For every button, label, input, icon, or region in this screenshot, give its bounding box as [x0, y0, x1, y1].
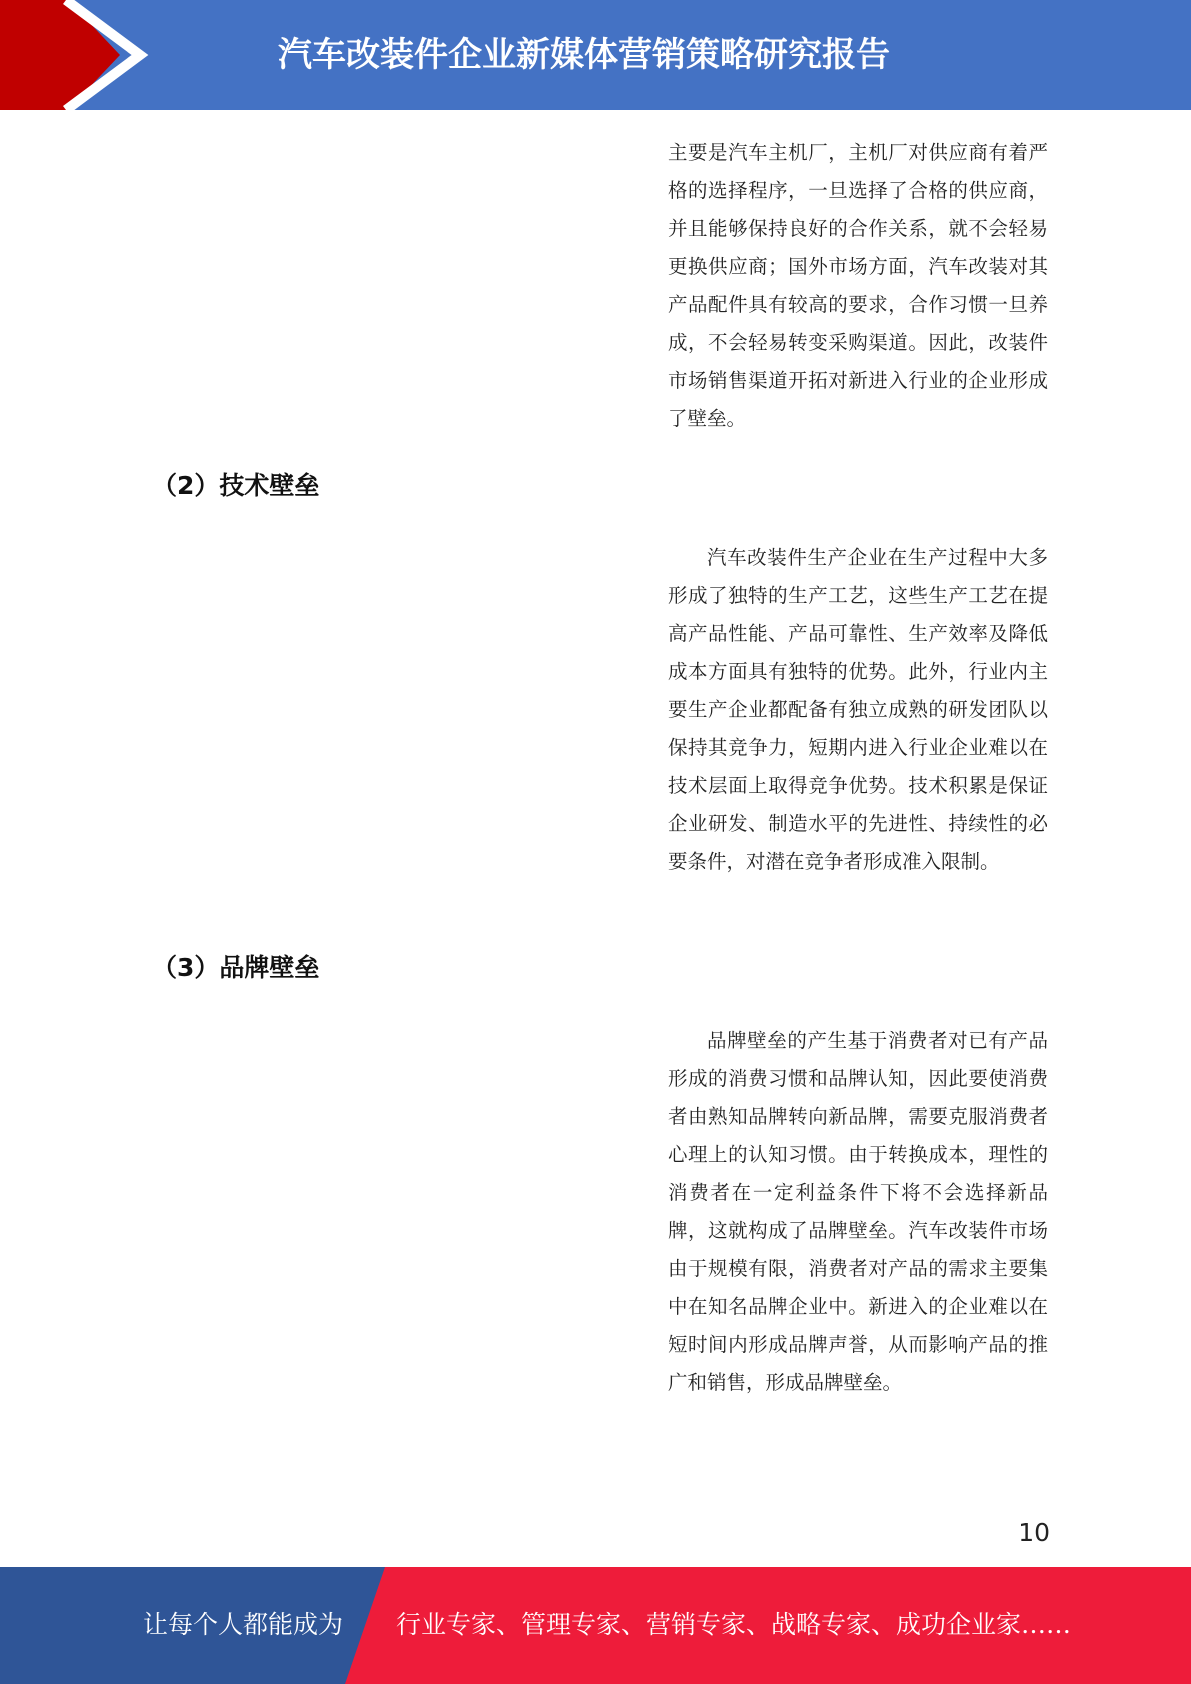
- footer-slogan-left: 让每个人都能成为: [143, 1610, 344, 1639]
- paragraph-channel-barrier: 主要是汽车主机厂，主机厂对供应商有着严格的选择程序，一旦选择了合格的供应商，并且能够保持良好的合作关系，就不会轻易更换供应商；国外市场方面，汽车改装对其产品配件具有较高的要求，合作习惯一旦养成，不会轻易转变采购渠道。因此，改装件市场销售渠道开拓对新进入行业的企业形成了壁垒。: [668, 141, 1048, 430]
- heading-brand-barrier: （3）品牌壁垒: [152, 953, 320, 982]
- page-number: 10: [1018, 1518, 1050, 1547]
- footer-slogan-right: 行业专家、管理专家、营销专家、战略专家、成功企业家……: [396, 1610, 1072, 1639]
- page-footer: [0, 1567, 1191, 1684]
- paragraph-brand-barrier: 品牌壁垒的产生基于消费者对已有产品形成的消费习惯和品牌认知，因此要使消费者由熟知品牌转向新品牌，需要克服消费者心理上的认知习惯。由于转换成本，理性的消费者在一定利益条件下将不会选择新品牌，这就构成了品牌壁垒。汽车改装件市场由于规模有限，消费者对产品的需求主要集中在知名品牌企业中。新进入的企业难以在短时间内形成品牌声誉，从而影响产品的推广和销售，形成品牌壁垒。: [668, 1029, 1048, 1394]
- page-header: [0, 0, 1191, 110]
- report-title: 汽车改装件企业新媒体营销策略研究报告: [278, 35, 890, 75]
- heading-technology-barrier: （2）技术壁垒: [152, 471, 320, 500]
- paragraph-technology-barrier: 汽车改装件生产企业在生产过程中大多形成了独特的生产工艺，这些生产工艺在提高产品性能、产品可靠性、生产效率及降低成本方面具有独特的优势。此外，行业内主要生产企业都配备有独立成熟的研发团队以保持其竞争力，短期内进入行业企业难以在技术层面上取得竞争优势。技术积累是保证企业研发、制造水平的先进性、持续性的必要条件，对潜在竞争者形成准入限制。: [668, 546, 1048, 873]
